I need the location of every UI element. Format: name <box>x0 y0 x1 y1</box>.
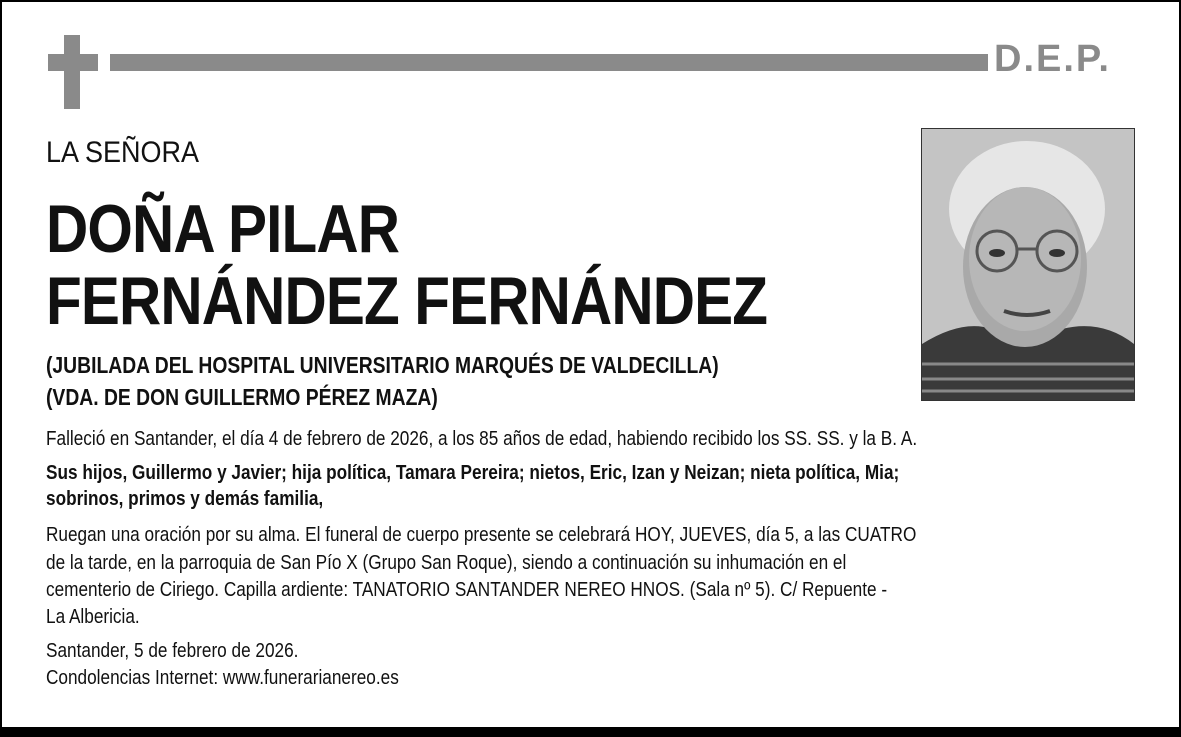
condolences-line: Condolencias Internet: www.funerarianereo.es <box>46 667 399 689</box>
funeral-line: de la tarde, en la parroquia de San Pío X (Grupo San Roque), siendo a continuación su inhumación en el <box>46 552 847 574</box>
funeral-line: Ruegan una oración por su alma. El funeral de cuerpo presente se celebrará HOY, JUEVES, día 5, a las CUATRO <box>46 524 917 546</box>
header-rule <box>110 54 988 71</box>
funeral-line: La Albericia. <box>46 606 140 628</box>
dep-label: D.E.P. <box>994 38 1111 80</box>
cross-icon <box>64 35 80 109</box>
family-line: sobrinos, primos y demás familia, <box>46 488 324 510</box>
bottom-bar <box>0 727 1181 737</box>
family-line: Sus hijos, Guillermo y Javier; hija política, Tamara Pereira; nietos, Eric, Izan y Neizan; nieta política, Mia; <box>46 462 900 484</box>
funeral-line: cementerio de Ciriego. Capilla ardiente: TANATORIO SANTANDER NEREO HNOS. (Sala nº 5). C/ Repuente - <box>46 579 888 601</box>
subtitle-widow: (VDA. DE DON GUILLERMO PÉREZ MAZA) <box>46 384 438 410</box>
subtitle-occupation: (JUBILADA DEL HOSPITAL UNIVERSITARIO MARQUÉS DE VALDECILLA) <box>46 352 719 378</box>
intro-label: LA SEÑORA <box>46 136 200 169</box>
cross-icon-arm <box>48 54 98 71</box>
deceased-name-line2: FERNÁNDEZ FERNÁNDEZ <box>46 263 768 339</box>
deceased-name-line1: DOÑA PILAR <box>46 191 400 267</box>
death-notice: Falleció en Santander, el día 4 de febrero de 2026, a los 85 años de edad, habiendo recibido los SS. SS. y la B. A. <box>46 428 918 450</box>
date-line: Santander, 5 de febrero de 2026. <box>46 640 299 662</box>
deceased-photo <box>921 128 1135 401</box>
